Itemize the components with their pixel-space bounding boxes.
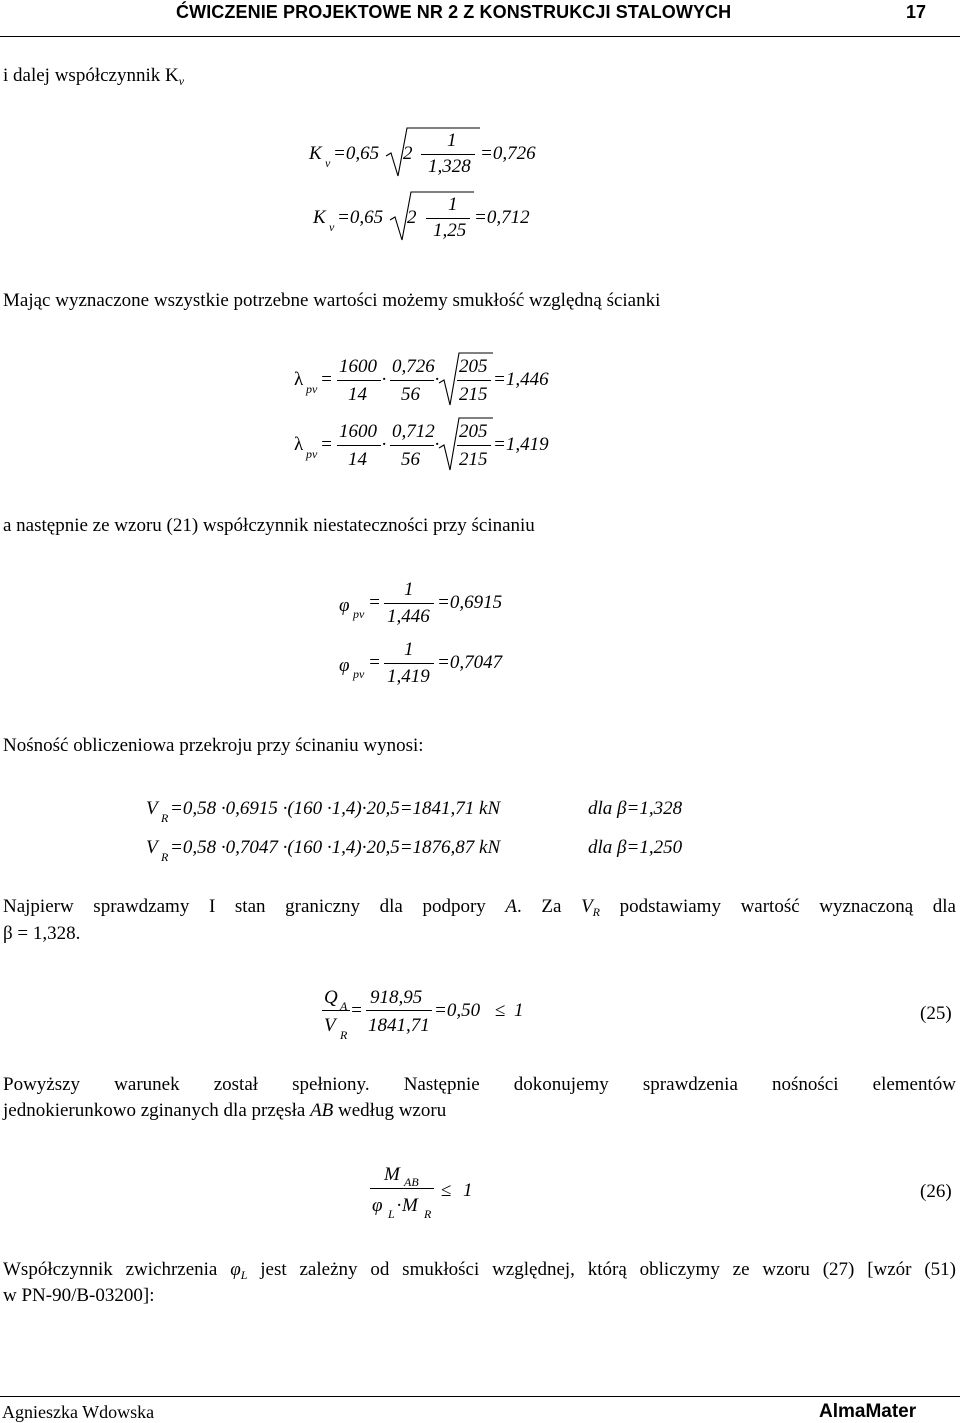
coefficient: =0,65 — [333, 143, 380, 164]
symbol-subscript: L — [240, 1268, 248, 1282]
text-run: według wzoru — [333, 1100, 447, 1121]
fraction-denominator: 215 — [459, 384, 488, 405]
symbol-k: K — [313, 207, 326, 228]
fraction-numerator: 0,726 — [392, 356, 435, 377]
fraction-numerator: 1 — [447, 130, 457, 151]
footer-author: Agnieszka Wdowska — [2, 1402, 155, 1422]
symbol-phi: φ — [230, 1259, 241, 1280]
equation-number: (26) — [920, 1181, 952, 1202]
fraction-denominator: 56 — [401, 449, 420, 470]
fraction-numerator: 1 — [404, 639, 414, 660]
symbol-subscript: R — [340, 1028, 348, 1042]
page-number: 17 — [906, 2, 927, 22]
footer-rule — [0, 1396, 960, 1397]
paragraph-kv-intro — [3, 62, 184, 89]
result: =0,712 — [474, 207, 530, 228]
symbol-subscript: R — [161, 850, 169, 864]
symbol-subscript: pv — [353, 607, 365, 621]
result: =0,6915 — [437, 592, 503, 613]
equals-sign: = — [350, 1000, 363, 1021]
dot-operator: · — [434, 369, 441, 390]
fraction-bar — [390, 380, 434, 381]
number-two: 2 — [403, 143, 413, 164]
text-run: Współczynnik zwichrzenia — [3, 1259, 231, 1280]
equation-body: =0,58 ·0,6915 ·(160 ·1,4)·20,5=1841,71 kN — [170, 798, 501, 819]
symbol-phi: φ — [339, 595, 350, 616]
fraction-denominator: 14 — [348, 384, 367, 405]
paragraph-buckling-coefficient-line2: w PN-90/B-03200]: — [3, 1285, 155, 1306]
fraction-numerator: 1 — [404, 579, 414, 600]
symbol-q: Q — [324, 987, 338, 1008]
coefficient: =0,65 — [337, 207, 384, 228]
fraction-denominator: 1,446 — [387, 606, 430, 627]
header-title: ĆWICZENIE PROJEKTOWE NR 2 Z KONSTRUKCJI STALOWYCH — [176, 2, 732, 22]
text-run: podstawiamy wartość wyznaczoną dla — [600, 896, 956, 917]
symbol-v: V — [146, 798, 158, 819]
fraction-denominator: 215 — [459, 449, 488, 470]
fraction-numerator: 1 — [448, 194, 458, 215]
paragraph-shear-capacity: Nośność obliczeniowa przekroju przy ścinaniu wynosi: — [3, 735, 424, 756]
paragraph-limit-state — [3, 893, 956, 920]
dot-operator: · — [381, 434, 388, 455]
symbol-v: V — [324, 1015, 336, 1036]
paragraph-condition-met-line2 — [3, 1097, 446, 1124]
symbol-k: K — [309, 143, 322, 164]
text-run: jednokierunkowo zginanych dla przęsła — [3, 1100, 311, 1121]
text-run: . Za — [517, 896, 582, 917]
fraction-denominator: 56 — [401, 384, 420, 405]
equals-sign: = — [320, 434, 333, 455]
symbol-a: A — [505, 896, 518, 917]
header-rule — [0, 36, 960, 37]
fraction-numerator: 1600 — [339, 356, 377, 377]
symbol-m: M — [402, 1195, 418, 1216]
fraction-denominator: 1,328 — [428, 156, 471, 177]
fraction-numerator: 0,712 — [392, 421, 435, 442]
sqrt-symbol — [439, 351, 493, 409]
footer-brand: AlmaMater — [819, 1401, 917, 1422]
paragraph-buckling-coefficient — [3, 1256, 956, 1283]
symbol-subscript: R — [424, 1207, 432, 1221]
symbol-phi: φ — [372, 1195, 383, 1216]
fraction-bar — [384, 663, 434, 664]
equation-condition: dla β=1,328 — [588, 798, 683, 819]
fraction-bar — [337, 380, 381, 381]
paragraph-slenderness-intro: Mając wyznaczone wszystkie potrzebne wartości możemy smukłość względną ścianki — [3, 290, 661, 311]
symbol-v: V — [581, 896, 593, 917]
fraction-denominator: 1,419 — [387, 666, 430, 687]
paragraph-stability-intro: a następnie ze wzoru (21) współczynnik niestateczności przy ścinaniu — [3, 515, 535, 536]
equation-body: =0,58 ·0,7047 ·(160 ·1,4)·20,5=1876,87 kN — [170, 837, 501, 858]
number-two: 2 — [407, 207, 417, 228]
symbol-subscript: pv — [306, 447, 318, 461]
symbol-subscript: AB — [404, 1175, 419, 1189]
dot-operator: · — [396, 1195, 403, 1216]
fraction-bar — [426, 218, 470, 219]
equation-condition: dla β=1,250 — [588, 837, 683, 858]
fraction-denominator: 1,25 — [433, 220, 467, 241]
paragraph-text: i dalej współczynnik K — [3, 65, 179, 86]
symbol-subscript: v — [325, 156, 331, 170]
fraction-bar — [457, 445, 491, 446]
paragraph-condition-met: Powyższy warunek został spełniony. Następnie dokonujemy sprawdzenia nośności elementów — [3, 1074, 956, 1095]
fraction-bar — [366, 1010, 432, 1011]
symbol-phi: φ — [339, 655, 350, 676]
result: =0,7047 — [437, 652, 503, 673]
page-header — [0, 0, 960, 38]
sqrt-symbol — [439, 416, 493, 474]
fraction-bar — [457, 380, 491, 381]
symbol-subscript: R — [161, 811, 169, 825]
fraction-bar — [370, 1188, 434, 1189]
symbol-lambda: λ — [294, 434, 304, 455]
fraction-numerator: 205 — [459, 421, 488, 442]
less-equal-sign: ≤ — [495, 1000, 506, 1021]
symbol-subscript: pv — [306, 382, 318, 396]
text-run: Najpierw sprawdzamy I stan graniczny dla podpory — [3, 896, 506, 917]
result: =0,50 — [434, 1000, 481, 1021]
equals-sign: = — [320, 369, 333, 390]
fraction-bar — [384, 603, 434, 604]
result: =0,726 — [480, 143, 536, 164]
fraction-denominator: 1841,71 — [368, 1015, 430, 1036]
fraction-bar — [421, 154, 475, 155]
symbol-subscript: pv — [353, 667, 365, 681]
equals-sign: = — [368, 652, 381, 673]
fraction-bar — [322, 1010, 350, 1011]
symbol-subscript: v — [178, 74, 185, 88]
symbol-subscript: R — [592, 905, 601, 919]
sqrt-symbol — [386, 126, 480, 180]
number-one: 1 — [463, 1180, 473, 1201]
fraction-bar — [390, 445, 434, 446]
result: =1,446 — [493, 369, 549, 390]
fraction-numerator: 918,95 — [370, 987, 423, 1008]
symbol-subscript: A — [340, 999, 348, 1013]
equation-number: (25) — [920, 1003, 952, 1024]
paragraph-limit-state-line2: β = 1,328. — [3, 923, 81, 944]
sqrt-symbol — [390, 190, 474, 244]
symbol-subscript: v — [329, 220, 335, 234]
result: =1,419 — [493, 434, 549, 455]
fraction-denominator: 14 — [348, 449, 367, 470]
symbol-subscript: L — [388, 1207, 395, 1221]
fraction-numerator: 205 — [459, 356, 488, 377]
fraction-numerator: 1600 — [339, 421, 377, 442]
symbol-v: V — [146, 837, 158, 858]
symbol-ab: AB — [310, 1100, 334, 1121]
equals-sign: = — [368, 592, 381, 613]
symbol-m: M — [384, 1164, 400, 1185]
symbol-lambda: λ — [294, 369, 304, 390]
less-equal-sign: ≤ — [441, 1180, 452, 1201]
fraction-bar — [337, 445, 381, 446]
text-run: jest zależny od smukłości względnej, którą obliczymy ze wzoru (27) [wzór (51) — [247, 1259, 956, 1280]
dot-operator: · — [381, 369, 388, 390]
number-one: 1 — [514, 1000, 524, 1021]
dot-operator: · — [434, 434, 441, 455]
